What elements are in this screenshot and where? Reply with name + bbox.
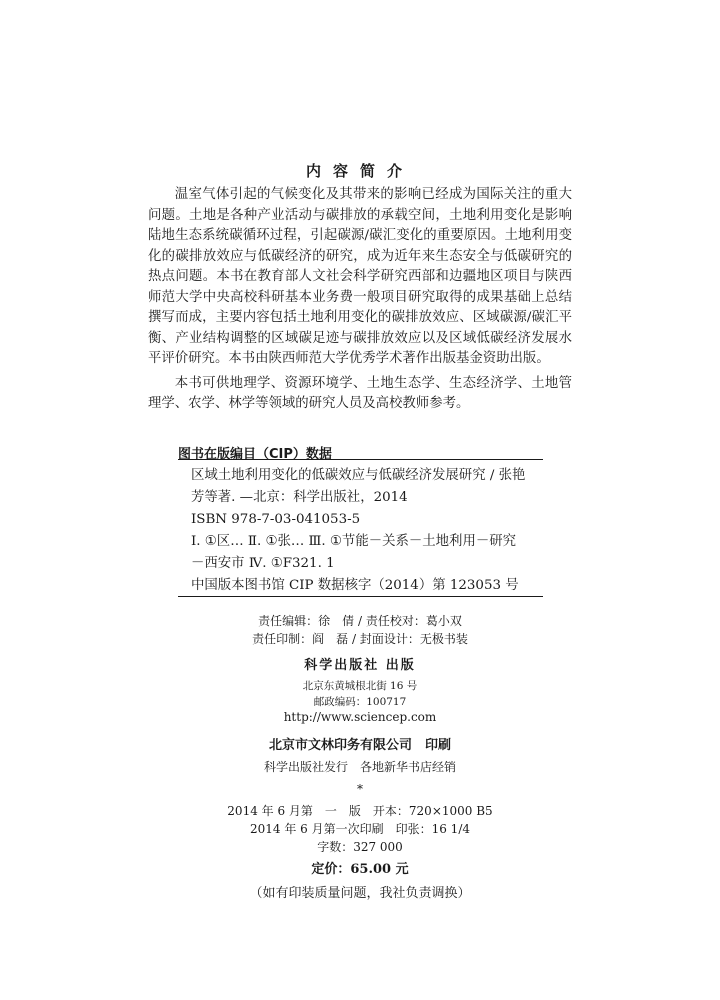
- cip-line: －西安市 Ⅳ. ①F321. 1: [191, 556, 335, 571]
- publisher-website: http://www.sciencep.com: [283, 710, 437, 724]
- cip-line: Ⅰ. ①区… Ⅱ. ①张… Ⅲ. ①节能－关系－土地利用－研究: [191, 534, 517, 549]
- print-design-line: 责任印制：阎 磊 / 封面设计：无极书装: [252, 632, 468, 646]
- cip-bottom-rule: [178, 596, 543, 597]
- cip-line: 芳等著. —北京：科学出版社，2014: [191, 490, 408, 505]
- cip-record-block: [191, 465, 543, 597]
- editors-line: 责任编辑：徐 倩 / 责任校对：葛小双: [258, 614, 462, 628]
- postcode: 邮政编码：100717: [313, 696, 407, 708]
- cip-top-rule: [178, 459, 543, 460]
- cip-record-number: 中国版本图书馆 CIP 数据核字（2014）第 123053 号: [191, 578, 519, 593]
- word-count: 字数：327 000: [317, 840, 403, 854]
- asterisk-divider: *: [357, 782, 363, 796]
- abstract-title: 内容简介: [305, 162, 414, 180]
- printer-line: 北京市文林印务有限公司 印刷: [268, 738, 451, 753]
- cip-line: 区域土地利用变化的低碳效应与低碳经济发展研究 / 张艳: [191, 468, 526, 483]
- publisher-line: 科学出版社 出版: [304, 658, 416, 673]
- distribution-line: 科学出版社发行 各地新华书店经销: [263, 760, 456, 774]
- cip-heading: 图书在版编目（CIP）数据: [178, 447, 332, 462]
- publisher-address: 北京东黄城根北街 16 号: [302, 680, 418, 692]
- quality-notice: （如有印装质量问题，我社负责调换）: [249, 886, 471, 901]
- edition-line: 2014 年 6 月第 一 版 开本：720×1000 B5: [227, 804, 493, 818]
- cip-line: ISBN 978-7-03-041053-5: [191, 512, 361, 527]
- abstract-body: [148, 185, 572, 415]
- abstract-paragraph: 温室气体引起的气候变化及其带来的影响已经成为国际关注的重大问题。土地是各种产业活动与碳排放的承载空间，土地利用变化是影响陆地生态系统碳循环过程，引起碳源/碳汇变化的重要原因。土地利用变化的碳排放效应与低碳经济的研究，成为近年来生态安全与低碳研究的热点问题。本书在教育部人文社会科学研究西部和边疆地区项目与陕西师范大学中央高校科研基本业务费一般项目研究取得的成果基础上总结撰写而成，主要内容包括土地利用变化的碳排放效应、区域碳源/碳汇平衡、产业结构调整的区域碳足迹与碳排放效应以及区域低碳经济发展水平评价研究。本书由陕西师范大学优秀学术著作出版基金资助出版。: [148, 187, 572, 366]
- price: 定价：65.00 元: [311, 862, 409, 877]
- abstract-paragraph: 本书可供地理学、资源环境学、土地生态学、生态经济学、土地管理学、农学、林学等领域的研究人员及高校教师参考。: [148, 375, 572, 411]
- printing-line: 2014 年 6 月第一次印刷 印张：16 1/4: [249, 822, 470, 836]
